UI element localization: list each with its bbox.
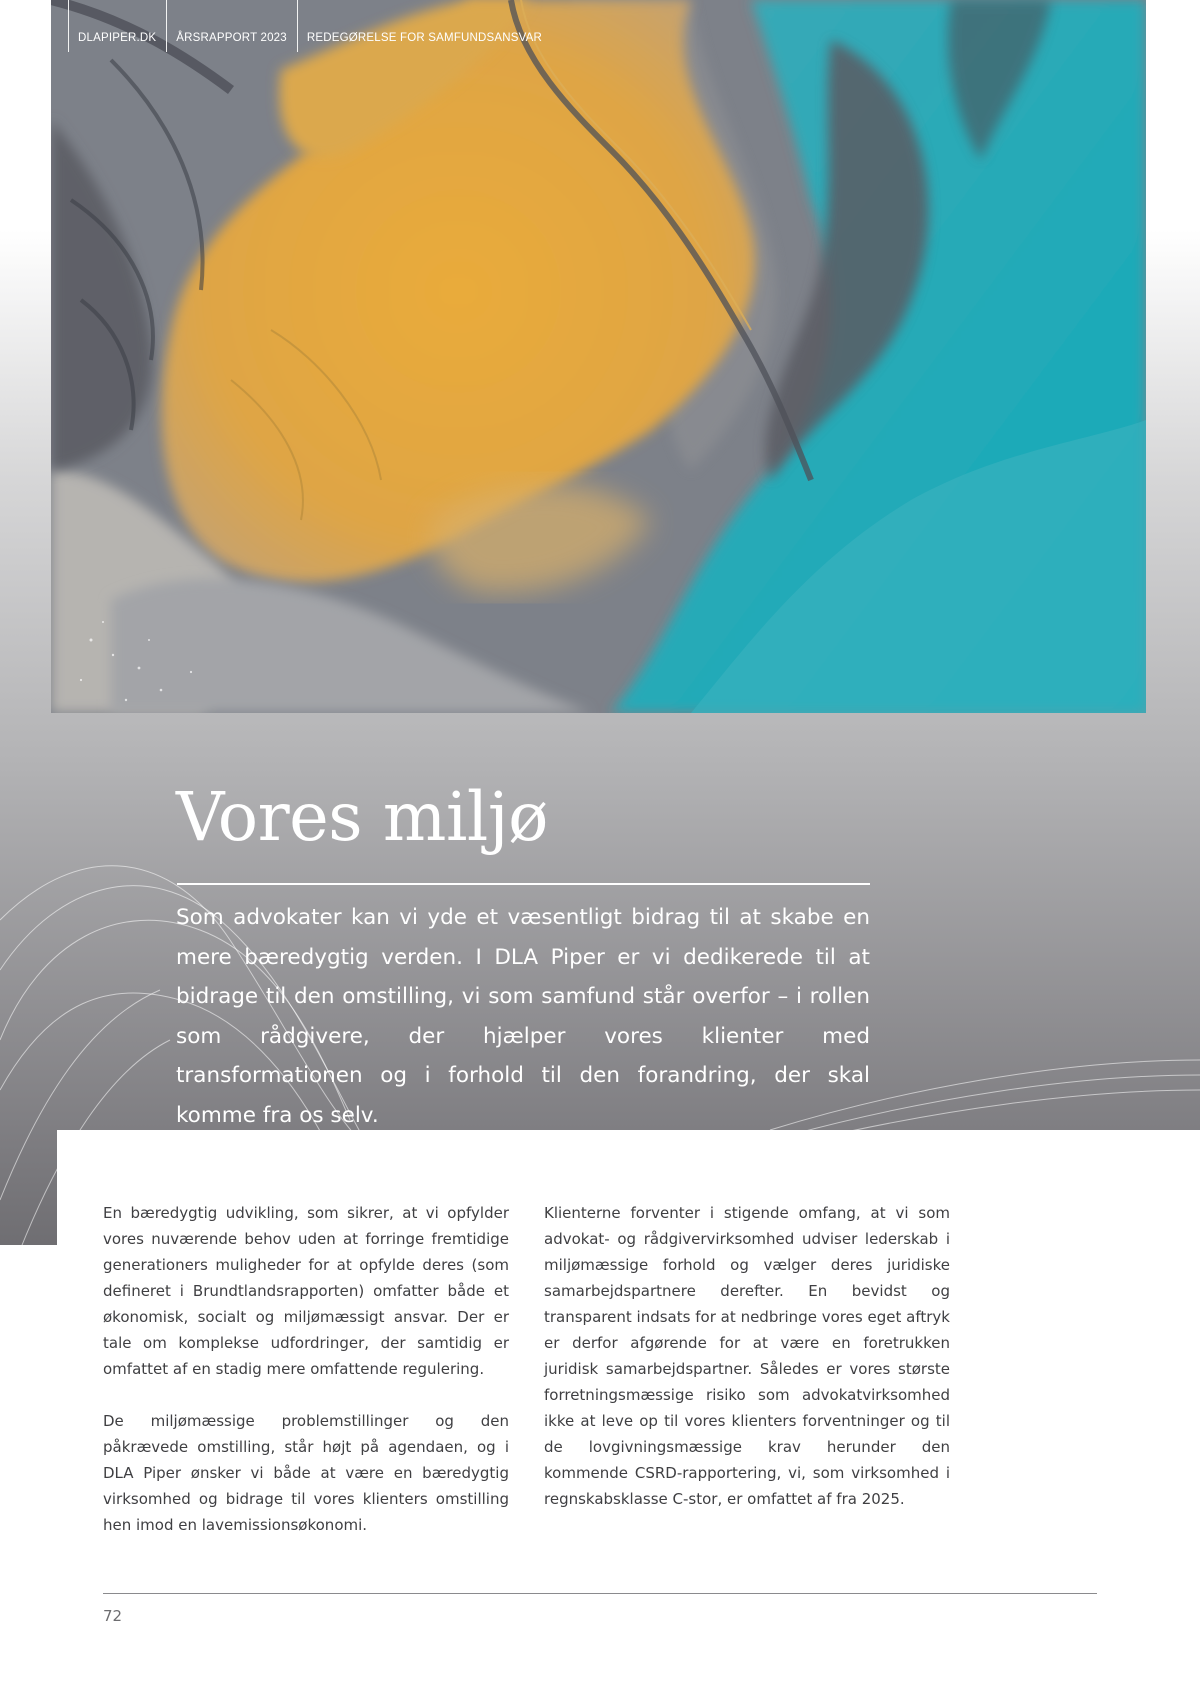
top-navigation (68, 0, 552, 52)
body-column-left (103, 1200, 509, 1564)
nav-website-link[interactable]: DLAPIPER.DK (68, 0, 166, 52)
aerial-landscape-illustration (51, 0, 1146, 713)
body-paragraph: Klienterne forventer i stigende omfang, at vi som advokat- og rådgivervirksomhed udviser lederskab i miljømæssige forhold og vælger deres juridiske samarbejdspartnere derefter. En bevidst og transparent indsats for at nedbringe vores eget aftryk er derfor afgørende for at være en foretrukken juridisk samarbejdspartner. Således er vores største forretningsmæssige risiko som advokatvirksomhed ikke at leve op til vores klienters forventninger og til de lovgivningsmæssige krav herunder den kommende CSRD-rapportering, vi, som virksomhed i regnskabsklasse C-stor, er omfattet af fra 2025. (544, 1204, 950, 1508)
lead-paragraph: Som advokater kan vi yde et væsentligt bidrag til at skabe en mere bæredygtig verden. I DLA Piper er vi dedikerede til at bidrage til den omstilling, vi som samfund står overfor – i rollen som rådgivere, der hjælper vores klienter med transformationen og i forhold til den forandring, der skal komme fra os selv. (176, 905, 870, 1128)
footer-divider (103, 1593, 1097, 1594)
hero-image (51, 0, 1146, 713)
body-paragraph: En bæredygtig udvikling, som sikrer, at vi opfylder vores nuværende behov uden at forringe fremtidige generationers muligheder for at opfylde deres (som defineret i Brundtlandsrapporten) omfatter både et økonomisk, socialt og miljømæssigt ansvar. Der er tale om komplekse udfordringer, der samtidig er omfattet af en stadig mere omfattende regulering. (103, 1204, 509, 1378)
title-divider (177, 883, 870, 885)
page-number: 72 (103, 1607, 123, 1625)
body-paragraph: De miljømæssige problemstillinger og den påkrævede omstilling, står højt på agendaen, og i DLA Piper ønsker vi både at være en bæredygtig virksomhed og bidrage til vores klienters omstilling hen imod en lavemissionsøkonomi. (103, 1412, 509, 1534)
page-title: Vores miljø (176, 778, 548, 856)
nav-annual-report-link[interactable]: ÅRSRAPPORT 2023 (166, 0, 297, 52)
nav-section-link[interactable]: REDEGØRELSE FOR SAMFUNDSANSVAR (297, 0, 552, 52)
body-column-right (544, 1200, 950, 1564)
body-columns (103, 1200, 950, 1564)
